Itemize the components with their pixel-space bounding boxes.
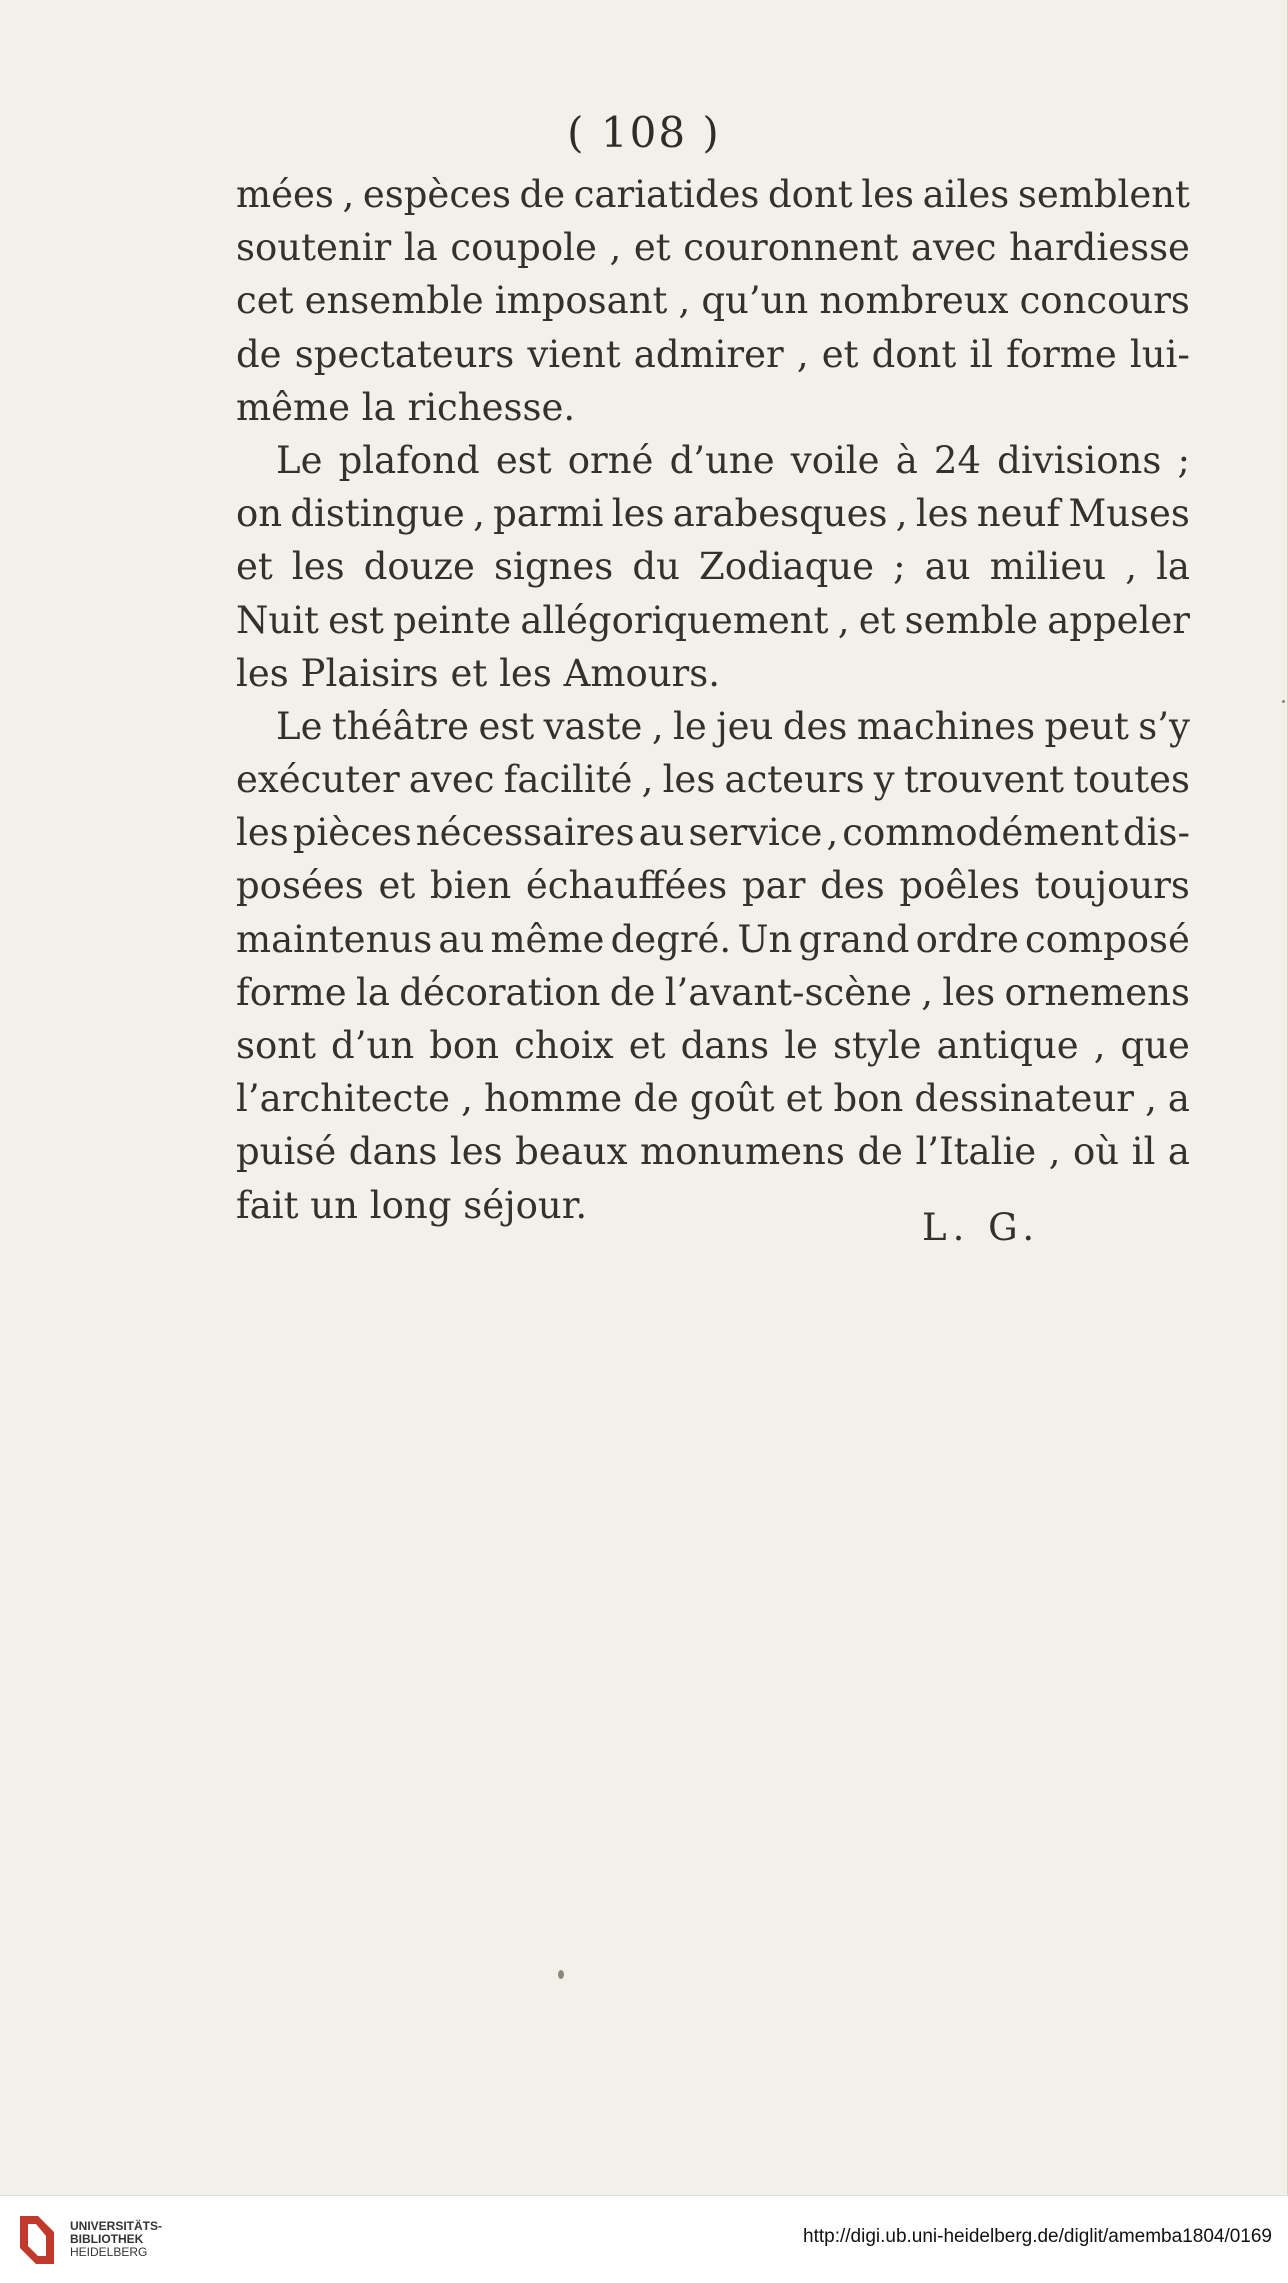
word: coupole [450, 226, 597, 270]
word: est [495, 438, 552, 482]
word: avec [408, 758, 495, 802]
word: semble [904, 598, 1039, 642]
word: signes [494, 545, 614, 589]
word: trouvent [903, 758, 1065, 802]
word: , [1145, 1077, 1157, 1121]
word: au [438, 917, 485, 961]
word: 24 [933, 438, 982, 482]
word: puisé [236, 1130, 337, 1174]
word: un [310, 1183, 358, 1227]
word: beaux [515, 1130, 628, 1174]
word: distingue [290, 492, 465, 536]
text-line [236, 487, 1190, 540]
word: même [490, 917, 605, 961]
text-line [236, 328, 1190, 381]
text-line [236, 1179, 1190, 1232]
footer-bar [0, 2195, 1288, 2283]
text-line [236, 700, 1190, 753]
word: au [638, 811, 685, 855]
text-line [236, 647, 1190, 700]
word: l’avant-scène [664, 970, 912, 1014]
word: y [873, 758, 895, 802]
word: où [1073, 1130, 1120, 1174]
word: arabesques [672, 492, 888, 536]
word: , [461, 1077, 473, 1121]
word: a [1167, 1130, 1190, 1174]
word: Nuit [236, 598, 319, 642]
word: les [662, 758, 716, 802]
library-logo-icon [14, 2212, 60, 2268]
word: , [1048, 1130, 1061, 1174]
word: fait [236, 1183, 299, 1227]
word: avec [910, 226, 997, 270]
word: exécuter [236, 758, 400, 802]
word: dis- [1122, 811, 1190, 855]
word: Zodiaque [699, 545, 875, 589]
word: ordre [915, 917, 1019, 961]
word: il [1131, 1130, 1156, 1174]
word: Amours. [563, 651, 720, 695]
word: et [236, 545, 273, 589]
word: style [833, 1024, 922, 1067]
word: de [519, 173, 566, 216]
word: imposant [494, 279, 668, 323]
word: séjour. [463, 1183, 588, 1227]
word: plafond [338, 438, 480, 482]
word: goût [689, 1077, 775, 1121]
word: soutenir [236, 226, 392, 270]
word: hardiesse [1009, 226, 1190, 270]
text-line [236, 966, 1190, 1019]
word: forme [236, 970, 347, 1014]
word: même [236, 385, 350, 429]
word: dont [768, 173, 853, 216]
word: grand [798, 917, 910, 961]
text-line [236, 221, 1190, 274]
word: les [499, 651, 552, 695]
word: les [449, 1130, 503, 1174]
word: des [820, 864, 885, 908]
word: admirer [633, 332, 784, 376]
word: , [651, 704, 664, 748]
word: les [236, 811, 289, 855]
word: milieu [989, 545, 1107, 589]
word: par [741, 864, 806, 908]
word: monumens [639, 1130, 845, 1174]
word: de [857, 1130, 903, 1174]
word: dont [871, 332, 957, 376]
word: bon [833, 1077, 904, 1121]
word: il [969, 332, 994, 376]
word: , [837, 598, 850, 642]
word: et [628, 1024, 666, 1067]
word: orné [567, 438, 654, 482]
library-name-line: UNIVERSITÄTS- [70, 2219, 163, 2233]
word: concours [1019, 279, 1190, 323]
word: vaste [543, 704, 643, 748]
text-line [236, 1019, 1190, 1072]
word: degré. [610, 917, 732, 961]
word: et [633, 226, 671, 270]
word: du [632, 545, 680, 589]
word: de [633, 1077, 679, 1121]
word: ailes [922, 173, 1010, 216]
word: nombreux [819, 279, 1009, 323]
word: homme [483, 1077, 623, 1121]
word: richesse. [407, 385, 576, 429]
word: a [1167, 1077, 1190, 1121]
word: des [782, 704, 848, 748]
word: douze [363, 545, 475, 589]
word: maintenus [236, 917, 433, 961]
word: , [641, 758, 654, 802]
text-line [236, 859, 1190, 912]
word: la [356, 970, 390, 1014]
word: divisions [997, 438, 1162, 482]
word: , [895, 492, 908, 536]
word: , [609, 226, 622, 270]
word: l’architecte [236, 1077, 450, 1121]
signature-initials: L. G. [922, 1206, 1041, 1249]
word: décoration [399, 970, 601, 1014]
word: spectateurs [294, 332, 515, 376]
word: bon [429, 1024, 500, 1067]
word: et [821, 332, 859, 376]
word: de [236, 332, 282, 376]
word: couronnent [683, 226, 899, 270]
text-line [236, 806, 1190, 859]
word: parmi [493, 492, 604, 536]
word: neuf [976, 492, 1061, 536]
text-line [236, 1125, 1190, 1178]
word: pièces [292, 811, 412, 855]
word: service [688, 811, 823, 855]
text-line [236, 168, 1190, 221]
word: commodément [842, 811, 1119, 855]
word: Le [276, 704, 323, 748]
word: poêles [899, 864, 1020, 908]
word: le [784, 1024, 818, 1067]
word: les [611, 492, 665, 536]
body-text [236, 168, 1190, 1232]
word: machines [856, 704, 1036, 748]
word: qu’un [701, 279, 809, 323]
word: Un [737, 917, 793, 961]
word: et [378, 864, 416, 908]
text-line [236, 594, 1190, 647]
word: dans [348, 1130, 438, 1174]
word: que [1120, 1024, 1190, 1067]
word: composé [1025, 917, 1190, 961]
word: Le [276, 438, 323, 482]
word: d’une [669, 438, 775, 482]
word: appeler [1047, 598, 1190, 642]
library-name [70, 2220, 162, 2259]
page-number: ( 108 ) [567, 108, 721, 157]
text-line [236, 1072, 1190, 1125]
word: jeu [716, 704, 774, 748]
ink-speck [1282, 700, 1285, 703]
word: les [915, 492, 969, 536]
word: choix [514, 1024, 614, 1067]
word: nécessaires [415, 811, 635, 855]
word: s’y [1138, 704, 1190, 748]
word: la [361, 385, 396, 429]
word: ; [893, 545, 906, 589]
text-line [236, 753, 1190, 806]
word: cet [236, 279, 294, 323]
word: , [796, 332, 809, 376]
word: est [328, 598, 384, 642]
text-line [236, 274, 1190, 327]
word: Plaisirs [300, 651, 439, 695]
word: les [942, 970, 996, 1014]
word: facilité [503, 758, 633, 802]
word: , [1125, 545, 1137, 589]
library-name-line: HEIDELBERG [70, 2245, 148, 2259]
word: cariatides [573, 173, 760, 216]
word: posées [236, 864, 364, 908]
text-line [236, 381, 1190, 434]
word: d’un [331, 1024, 415, 1067]
word: allégoriquement [520, 598, 829, 642]
word: et [785, 1077, 823, 1121]
source-url[interactable]: http://digi.ub.uni-heidelberg.de/diglit/amemba1804/0169 [803, 2226, 1272, 2247]
word: , [826, 811, 839, 855]
word: ornemens [1004, 970, 1190, 1014]
word: espèces [362, 173, 511, 216]
word: et [858, 598, 896, 642]
word: peut [1044, 704, 1129, 748]
word: mées [236, 173, 334, 216]
word: ensemble [304, 279, 484, 323]
word: la [403, 226, 438, 270]
word: peinte [393, 598, 512, 642]
word: bien [429, 864, 512, 908]
word: les [861, 173, 914, 216]
word: de [609, 970, 656, 1014]
word: antique [936, 1024, 1079, 1067]
word: , [678, 279, 691, 323]
word: le [673, 704, 707, 748]
word: on [236, 492, 283, 536]
library-name-line: BIBLIOTHEK [70, 2232, 144, 2246]
ink-speck [558, 1970, 564, 1979]
word: Muses [1068, 492, 1190, 536]
word: dans [680, 1024, 770, 1067]
word: long [369, 1183, 452, 1227]
word: ; [1177, 438, 1190, 482]
word: vient [527, 332, 621, 376]
word: à [895, 438, 918, 482]
word: , [473, 492, 485, 536]
word: sont [236, 1024, 316, 1067]
word: acteurs [724, 758, 865, 802]
word: lui- [1129, 332, 1190, 376]
word: , [1093, 1024, 1106, 1067]
word: dessinateur [914, 1077, 1134, 1121]
word: au [924, 545, 971, 589]
word: forme [1006, 332, 1117, 376]
word: l’Italie [915, 1130, 1037, 1174]
word: théâtre [331, 704, 470, 748]
word: toutes [1073, 758, 1190, 802]
text-line [236, 434, 1190, 487]
word: toujours [1034, 864, 1190, 908]
word: , [921, 970, 933, 1014]
word: semblent [1017, 173, 1190, 216]
text-line [236, 540, 1190, 593]
word: est [478, 704, 535, 748]
word: voile [790, 438, 880, 482]
word: , [342, 173, 355, 216]
word: et [450, 651, 488, 695]
word: échauffées [525, 864, 728, 908]
text-line [236, 913, 1190, 966]
word: la [1156, 545, 1190, 589]
word: les [291, 545, 345, 589]
word: les [236, 651, 289, 695]
